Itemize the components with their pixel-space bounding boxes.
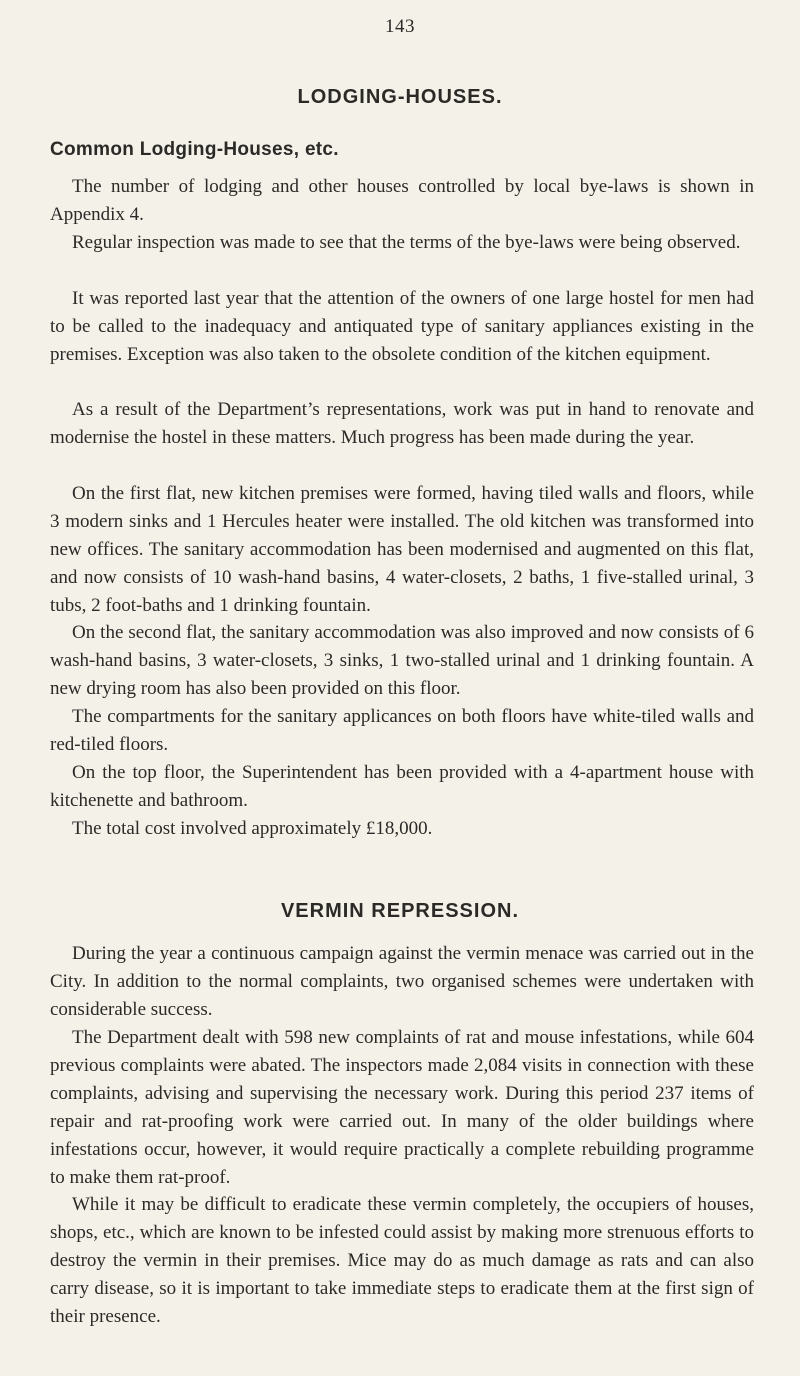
lodging-paragraph-9: The total cost involved approximately £18,000.	[72, 818, 433, 839]
vermin-paragraph-3: While it may be difficult to eradicate these vermin completely, the occupiers of houses, shops, etc., which are known to be infested could assist by making more strenuous efforts to destroy the vermin in their premises. Mice may do as much damage as rats and can also carry disease, so it is important to take immediate steps to eradicate them at the first sign of their presence.	[50, 1194, 754, 1327]
lodging-paragraph-1: The number of lodging and other houses controlled by local bye-laws is shown in Appendix 4.	[50, 176, 754, 225]
lodging-houses-heading: LODGING-HOUSES.	[297, 86, 503, 108]
vermin-paragraph-2: The Department dealt with 598 new complaints of rat and mouse infestations, while 604 previous complaints were abated. The inspectors made 2,084 visits in connection with these complaints, advising and supervising the necessary work. During this period 237 items of repair and rat-proofing work were carried out. In many of the older buildings where infestations occur, however, it would require practically a complete rebuilding programme to make them rat-proof.	[50, 1027, 754, 1188]
lodging-paragraph-6: On the second flat, the sanitary accommodation was also improved and now consists of 6 wash-hand basins, 3 water-closets, 3 sinks, 1 two-stalled urinal and 1 drinking fountain. A new drying room has also been provided on this floor.	[50, 622, 754, 699]
lodging-paragraph-2: Regular inspection was made to see that the terms of the bye-laws were being observed.	[72, 232, 741, 253]
lodging-paragraph-8: On the top floor, the Superintendent has been provided with a 4-apartment house with kitchenette and bathroom.	[50, 762, 754, 811]
lodging-paragraph-5: On the first flat, new kitchen premises were formed, having tiled walls and floors, while 3 modern sinks and 1 Hercules heater were installed. The old kitchen was transformed into new offices. The sanitary accommodation has been modernised and augmented on this flat, and now consists of 10 wash-hand basins, 4 water-closets, 2 baths, 1 five-stalled urinal, 3 tubs, 2 foot-baths and 1 drinking fountain.	[50, 483, 754, 616]
lodging-paragraph-7: The compartments for the sanitary applicances on both floors have white-tiled walls and red-tiled floors.	[50, 706, 754, 755]
page-number: 143	[385, 16, 415, 37]
common-lodging-houses-subheading: Common Lodging-Houses, etc.	[50, 139, 339, 160]
vermin-repression-heading: VERMIN REPRESSION.	[280, 900, 520, 922]
vermin-paragraph-1: During the year a continuous campaign against the vermin menace was carried out in the City. In addition to the normal complaints, two organised schemes were undertaken with considerable success.	[50, 943, 754, 1020]
lodging-paragraph-4: As a result of the Department’s representations, work was put in hand to renovate and modernise the hostel in these matters. Much progress has been made during the year.	[50, 399, 754, 448]
lodging-paragraph-3: It was reported last year that the attention of the owners of one large hostel for men had to be called to the inadequacy and antiquated type of sanitary appliances existing in the premises. Exception was also taken to the obsolete condition of the kitchen equipment.	[50, 288, 754, 365]
